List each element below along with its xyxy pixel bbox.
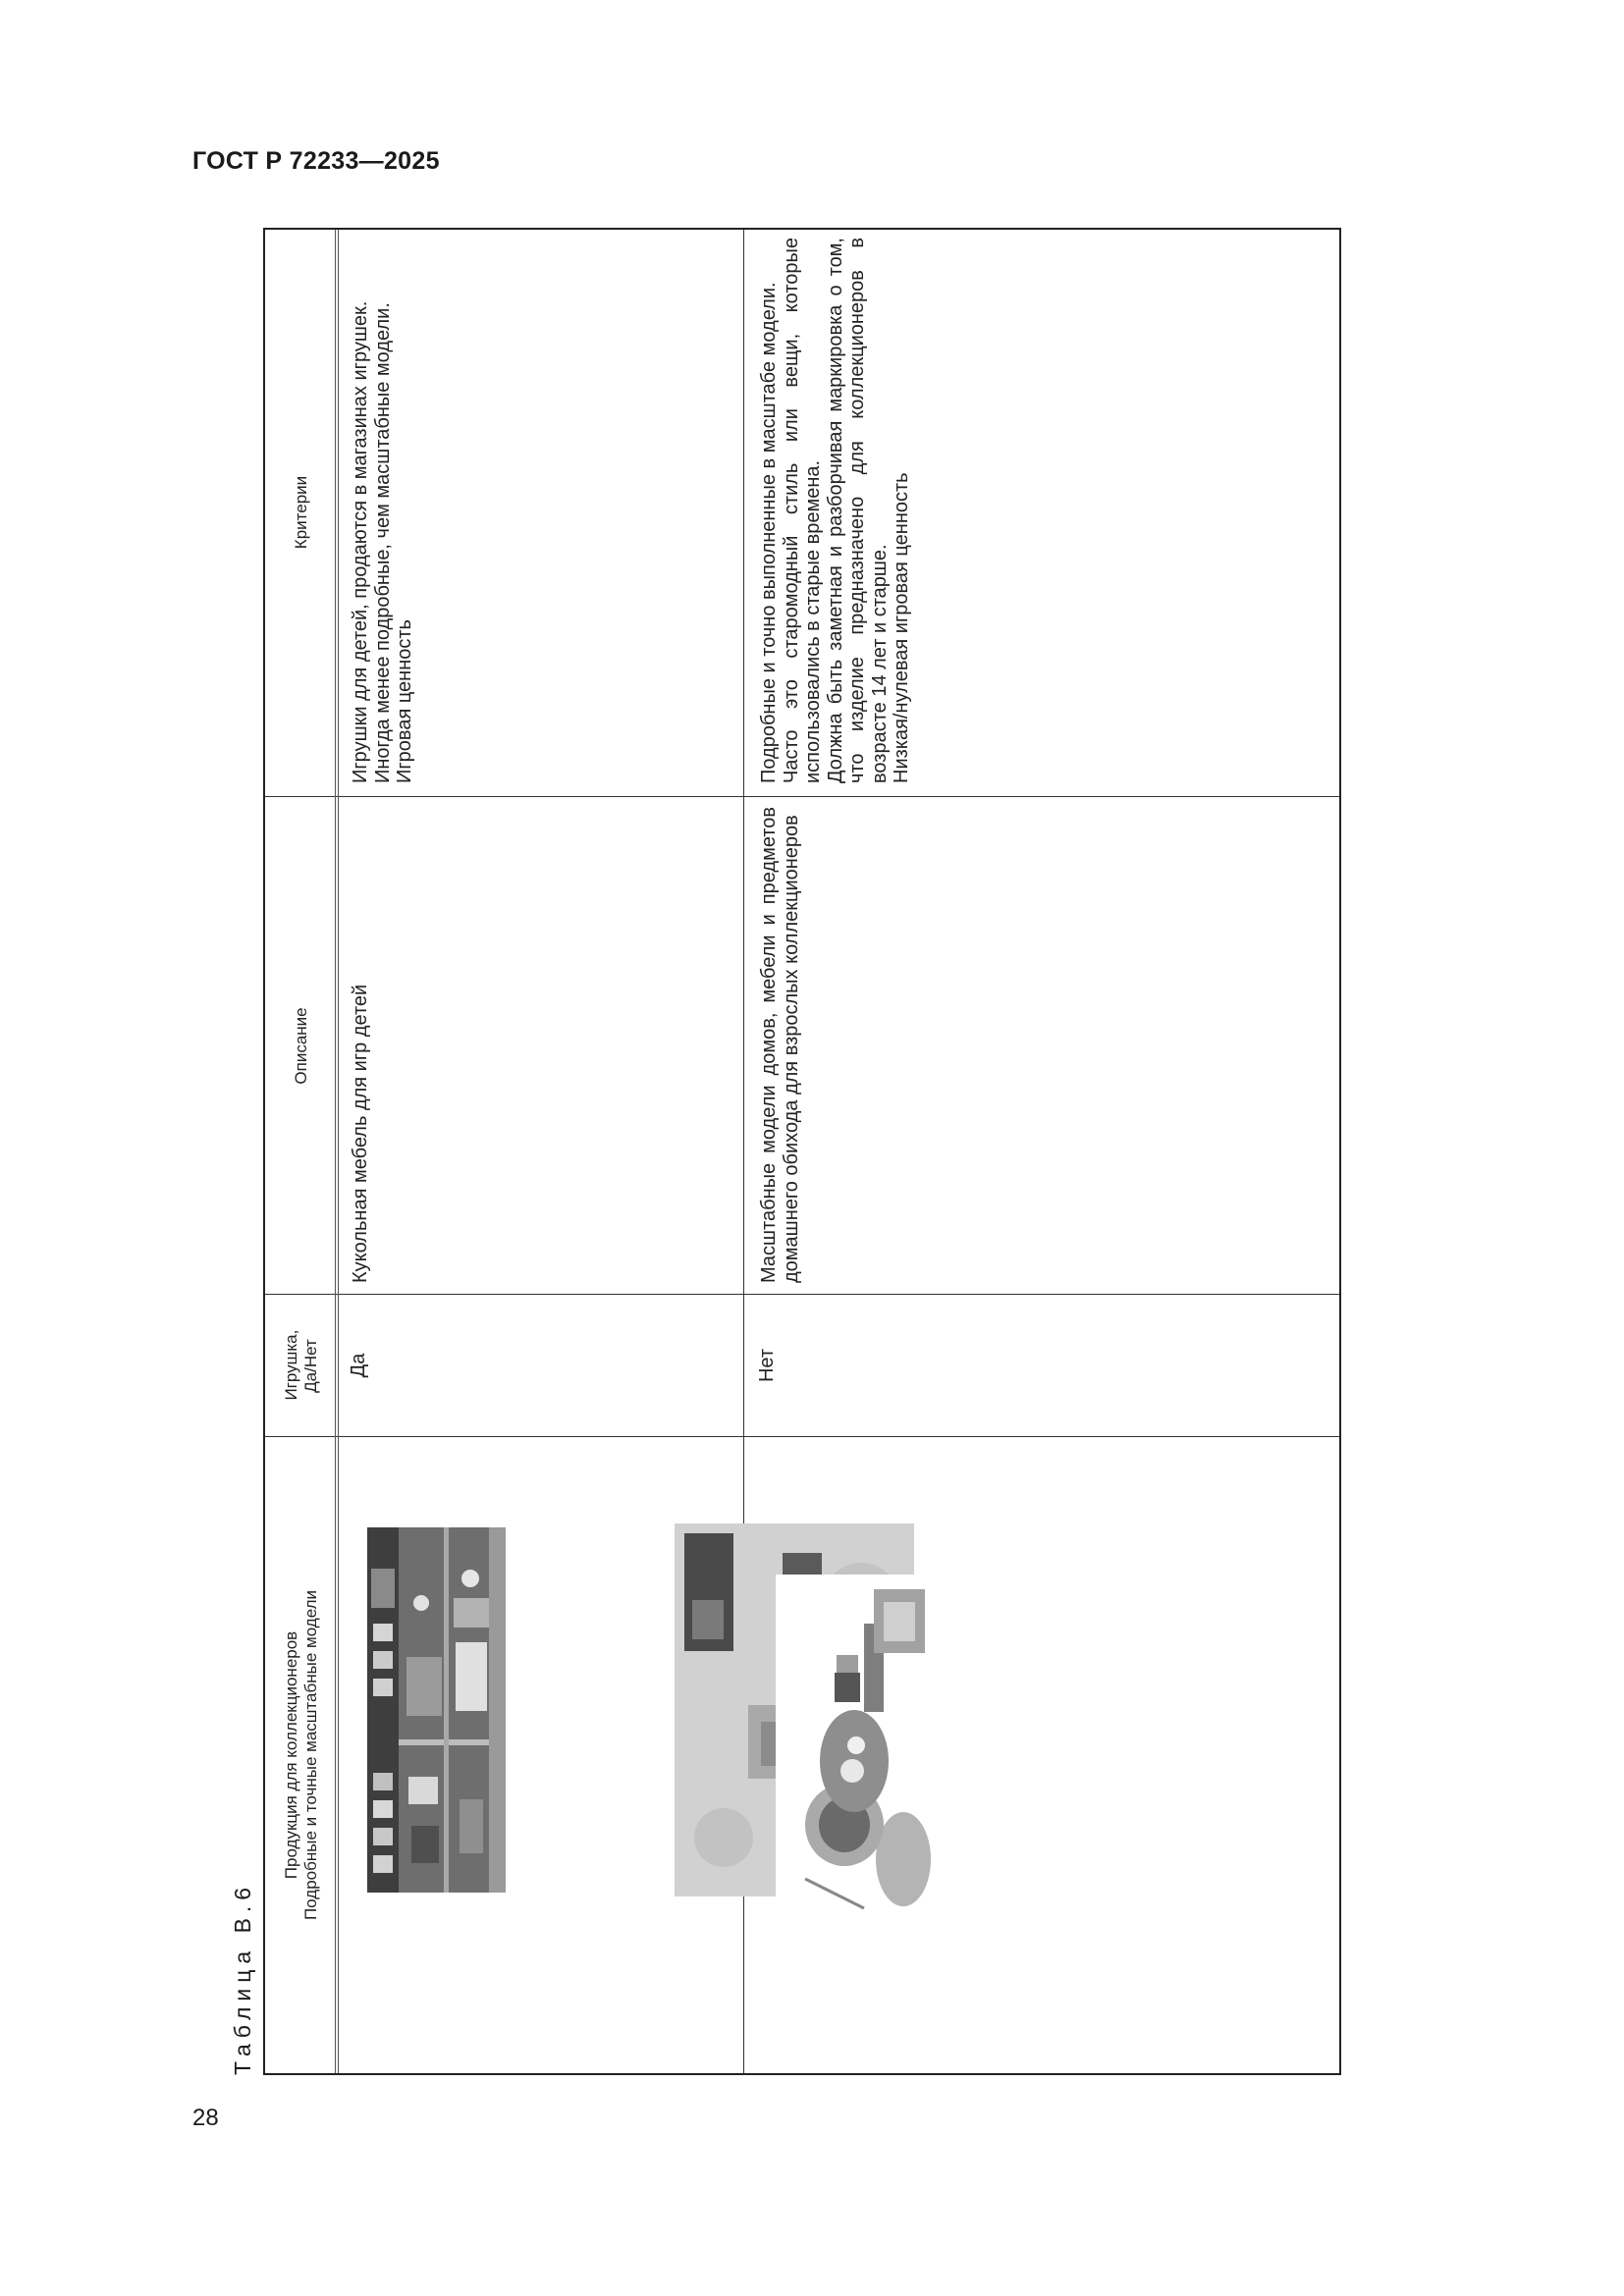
- column-header-products: [265, 1437, 337, 2073]
- page-number: 28: [192, 2105, 219, 2131]
- row2-criteria-line: Низкая/нулевая игровая ценность: [891, 472, 912, 783]
- column-header-toy: Игрушка, Да/Нет: [281, 1329, 320, 1401]
- row1-criteria-line: Игрушки для детей, продаются в магазинах игрушек.: [350, 300, 371, 783]
- row2-criteria: [758, 238, 913, 783]
- dollhouse-interior-photo: [367, 1527, 506, 1893]
- products-header-line2: Подробные и точные масштабные модели: [300, 1589, 320, 1921]
- column-divider: [265, 1294, 1339, 1295]
- row2-toy: Нет: [756, 1348, 778, 1383]
- row2-description: Масштабные модели домов, мебели и предметов домашнего обихода для взрослых коллекционеров: [758, 807, 802, 1283]
- row2-criteria-line: Часто это старомодный стиль или вещи, которые использовались в старые времена.: [780, 238, 824, 783]
- miniature-household-items-photo: [776, 1575, 938, 1918]
- column-divider: [265, 1436, 1339, 1437]
- row1-criteria: [350, 238, 416, 783]
- table-caption: Таблица В.6: [230, 1881, 255, 2075]
- row1-criteria-line: Игровая ценность: [394, 619, 415, 783]
- table: [263, 228, 1341, 2075]
- rotated-table-block: [228, 228, 1341, 2075]
- standard-header: ГОСТ Р 72233—2025: [192, 147, 440, 175]
- row1-description: Кукольная мебель для игр детей: [350, 984, 371, 1283]
- row1-toy: Да: [348, 1353, 369, 1378]
- column-divider: [265, 796, 1339, 797]
- column-header-description: Описание: [291, 1007, 310, 1085]
- products-header-line1: Продукция для коллекционеров: [281, 1630, 300, 1880]
- row1-criteria-line: Иногда менее подробные, чем масштабные модели.: [371, 302, 394, 783]
- row2-criteria-line: Подробные и точно выполненные в масштабе модели.: [758, 282, 780, 783]
- row2-criteria-line: Должна быть заметная и разборчивая маркировка о том, что изделие предназначено для коллекционеров в возрасте 14 лет и старше.: [824, 238, 891, 783]
- column-header-criteria: Критерии: [291, 475, 310, 550]
